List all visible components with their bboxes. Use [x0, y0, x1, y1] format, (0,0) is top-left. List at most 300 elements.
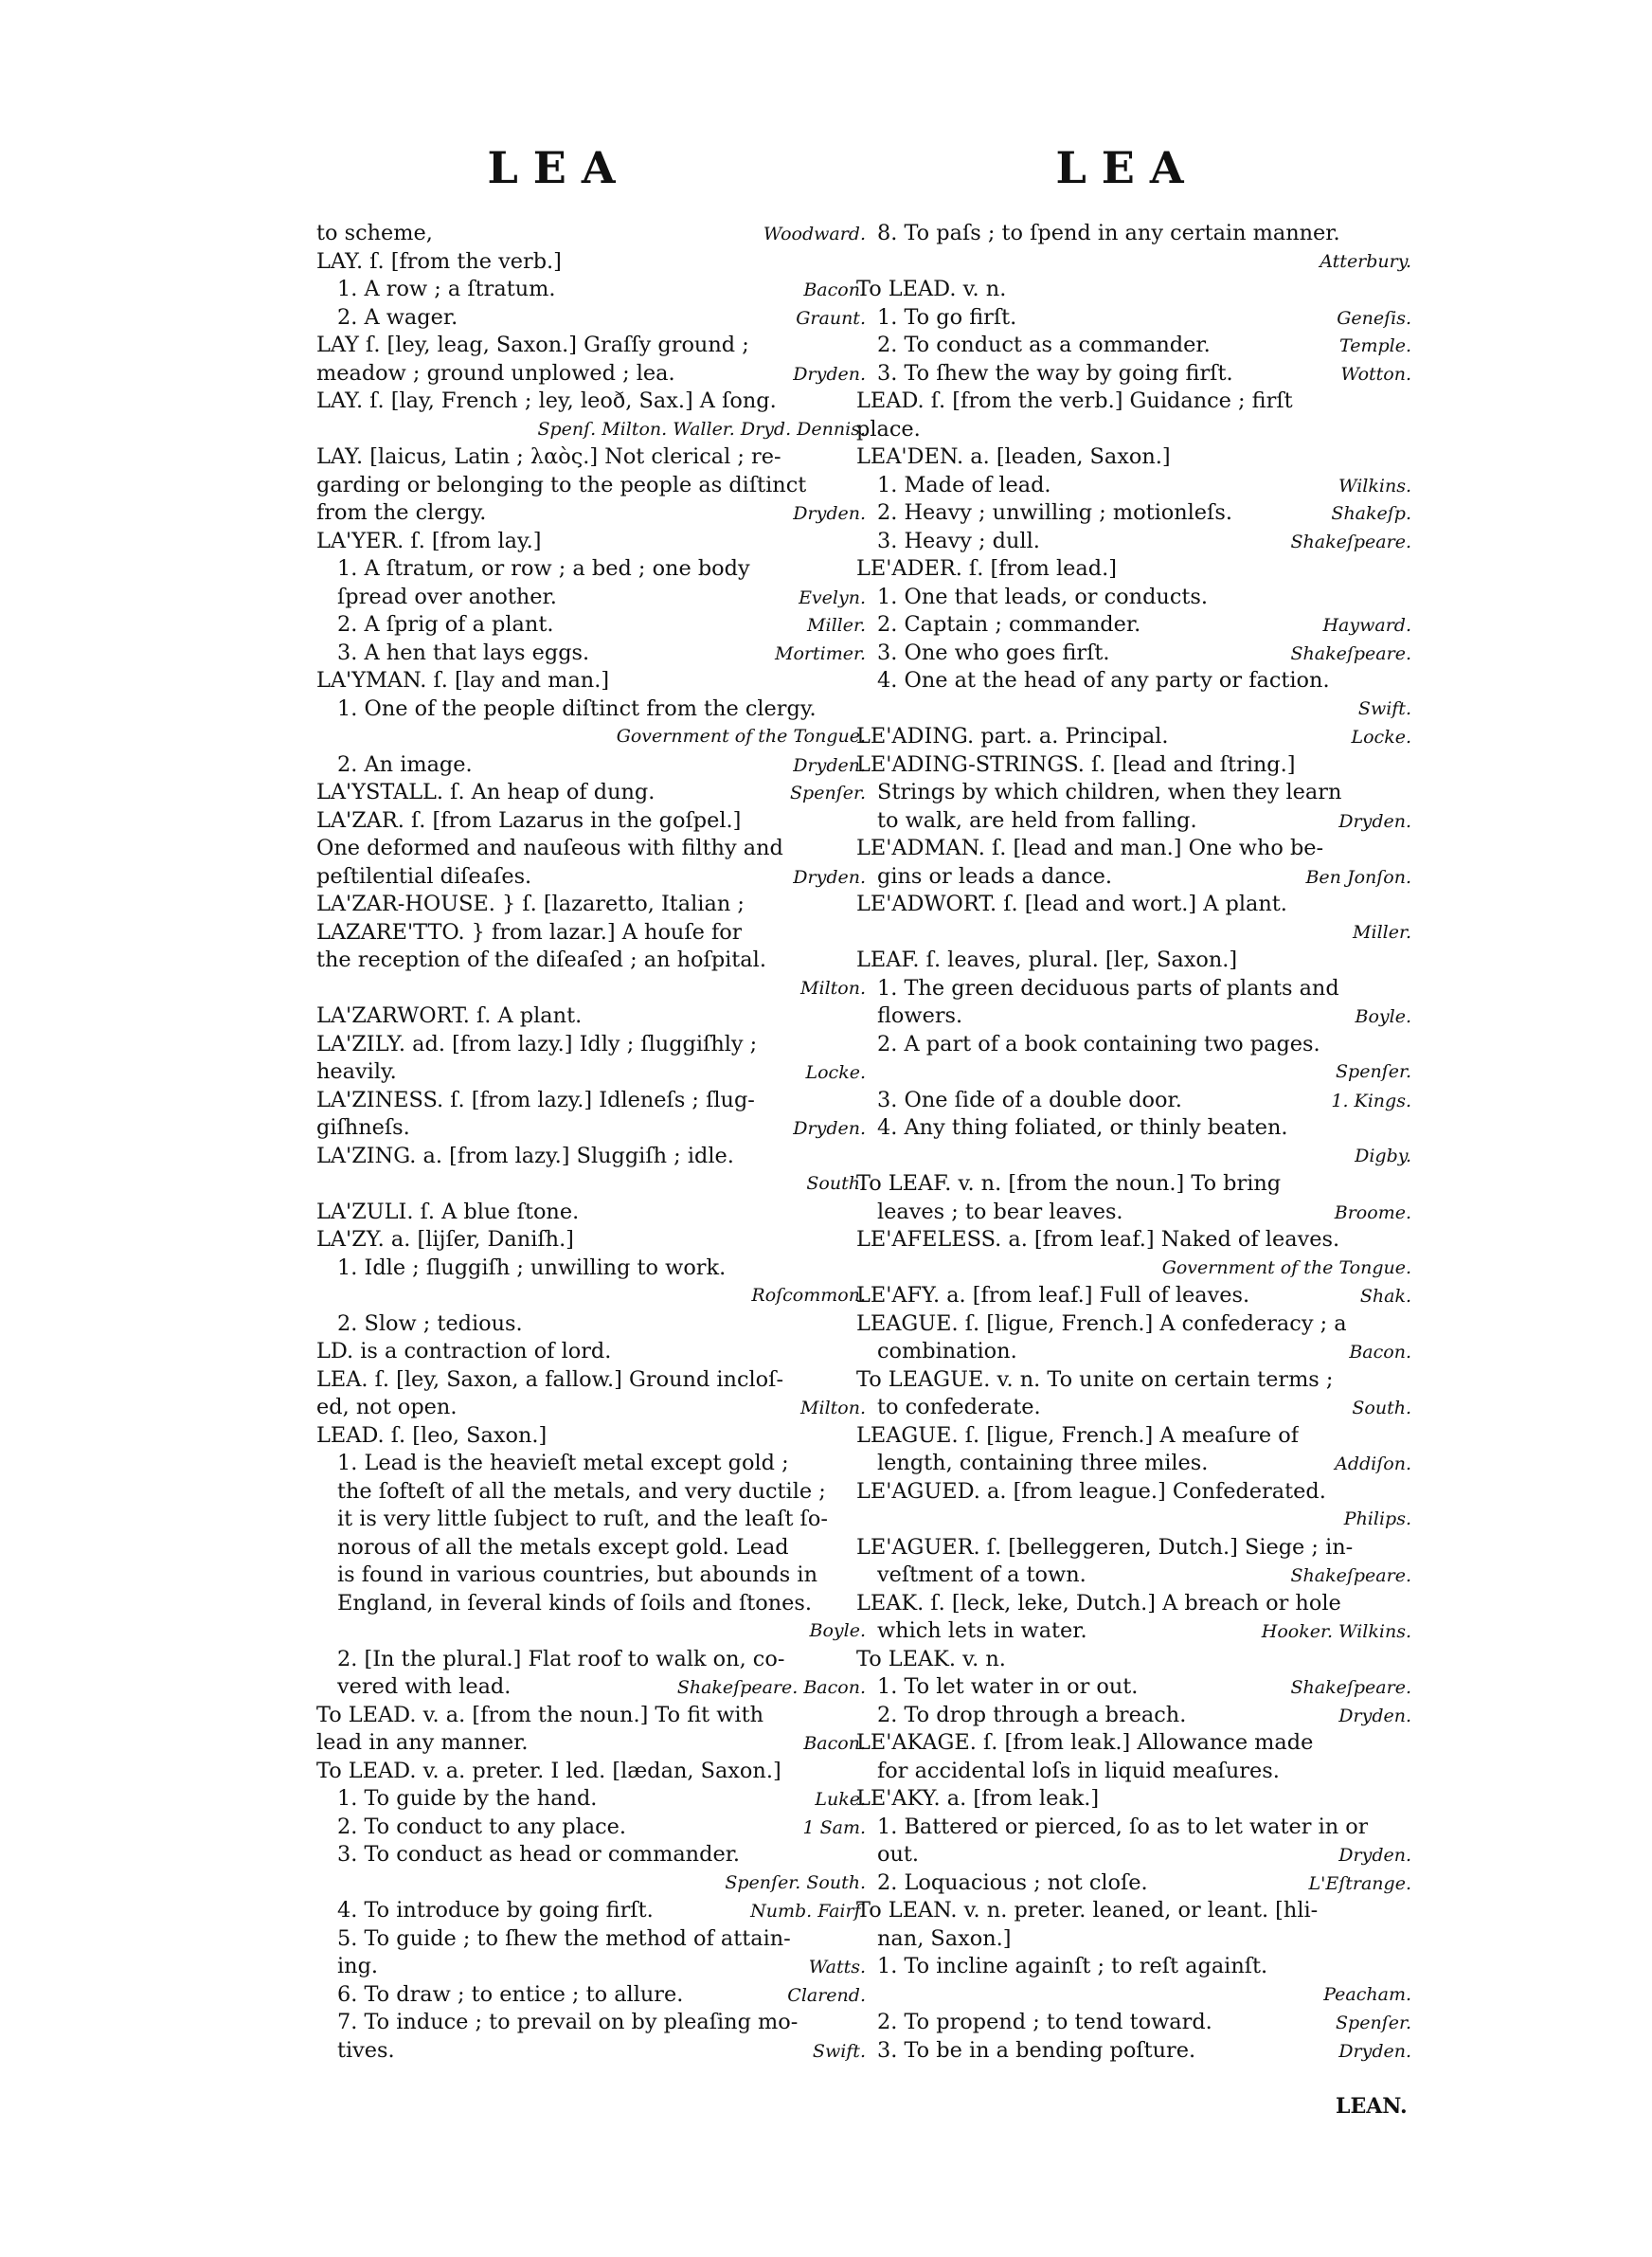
entry-text: LAY. ſ. [from the verb.] — [316, 248, 562, 274]
entry-line — [856, 1729, 1411, 1758]
entry-line — [856, 1758, 1411, 1786]
entry-line — [856, 1366, 1411, 1395]
entry-line — [316, 472, 866, 500]
entry-line — [856, 611, 1411, 640]
entry-line — [316, 1590, 866, 1618]
entry-text: 1. Battered or pierced, ſo as to let water in or — [877, 1814, 1369, 1839]
entry-text: LA'ZAR. ſ. [from Lazarus in the goſpel.] — [316, 807, 742, 833]
authority-citation: Milton. — [800, 1398, 866, 1418]
entry-text: LA'ZY. a. [lijſer, Daniſh.] — [316, 1227, 574, 1252]
entry-line — [316, 1366, 866, 1395]
entry-text: ing. — [337, 1954, 379, 1978]
entry-text: heavily. — [316, 1059, 397, 1084]
entry-line — [856, 1422, 1411, 1451]
entry-text: LD. is a contraction of lord. — [316, 1339, 612, 1363]
entry-line — [316, 1255, 866, 1283]
entry-text: LEAGUE. ſ. [ligue, French.] A confederacy ; a — [856, 1310, 1347, 1336]
entry-text: 2. A wager. — [337, 304, 458, 330]
entry-line — [316, 1114, 866, 1143]
entry-line — [856, 1114, 1411, 1143]
entry-text: 1. Made of lead. — [877, 472, 1051, 497]
entry-text: To LEAF. v. n. [from the noun.] To bring — [856, 1171, 1282, 1196]
authority-citation: Roſcommon. — [751, 1285, 866, 1306]
entry-text: 4. To introduce by going firſt. — [337, 1898, 654, 1923]
entry-line — [316, 1478, 866, 1507]
entry-text: 2. To conduct to any place. — [337, 1814, 627, 1839]
authority-citation: Wilkins. — [1338, 475, 1411, 497]
entry-line — [856, 1058, 1411, 1087]
entry-line — [856, 584, 1411, 612]
authority-citation: Watts. — [808, 1957, 866, 1977]
entry-text: 2. An image. — [337, 751, 473, 777]
entry-line — [856, 807, 1411, 836]
entry-line — [316, 667, 866, 695]
entry-text: to scheme, — [316, 221, 433, 245]
entry-line — [856, 1031, 1411, 1059]
entry-text: 7. To induce ; to prevail on by pleaſing mo- — [337, 2010, 799, 2034]
entry-line — [316, 1394, 866, 1422]
authority-citation: Broome. — [1334, 1201, 1411, 1223]
entry-line — [316, 1897, 866, 1925]
entry-line — [316, 499, 866, 528]
entry-line — [856, 472, 1411, 500]
entry-line — [856, 1590, 1411, 1618]
entry-text: Strings by which children, when they learn — [877, 780, 1342, 804]
authority-citation: Temple. — [1339, 335, 1411, 356]
entry-line — [316, 1758, 866, 1786]
entry-text: LAY. [laicus, Latin ; λαὸς.] Not clerical ; re- — [316, 444, 781, 469]
authority-citation: Numb. Fairf. — [750, 1901, 866, 1922]
entry-line — [316, 2037, 866, 2066]
entry-text: 2. Slow ; tedious. — [337, 1310, 523, 1336]
entry-text: the ſofteſt of all the metals, and very ductile ; — [337, 1478, 826, 1504]
entry-line — [856, 528, 1411, 556]
entry-text: it is very little ſubject to ruſt, and the leaſt ſo- — [337, 1507, 828, 1531]
authority-citation: Shakeſpeare. Bacon. — [676, 1677, 866, 1698]
entry-line — [316, 835, 866, 863]
entry-line — [856, 1534, 1411, 1562]
authority-citation: Dryden. — [1338, 1845, 1411, 1866]
entry-line — [316, 919, 866, 948]
entry-text: peſtilential diſeaſes. — [316, 863, 532, 889]
entry-text: place. — [856, 416, 921, 442]
authority-citation: Woodward. — [763, 224, 866, 244]
authority-citation: Shak. — [1359, 1286, 1411, 1307]
authority-citation: Government of the Tongue. — [1161, 1256, 1411, 1278]
authority-citation: Swift. — [812, 2040, 866, 2062]
entry-text: ed, not open. — [316, 1395, 458, 1419]
entry-text: 4. Any thing foliated, or thinly beaten. — [877, 1115, 1288, 1140]
entry-line — [316, 1338, 866, 1366]
entry-text: length, containing three miles. — [877, 1451, 1209, 1475]
entry-line — [856, 1673, 1411, 1702]
entry-line — [316, 1143, 866, 1171]
entry-text: LA'YSTALL. ſ. An heap of dung. — [316, 780, 655, 804]
authority-citation: Shakeſpeare. — [1290, 1677, 1411, 1698]
entry-line — [856, 304, 1411, 333]
entry-text: LA'YMAN. ſ. [lay and man.] — [316, 668, 610, 693]
entry-text: flowers. — [877, 1003, 963, 1028]
entry-line — [316, 304, 866, 333]
entry-text: To LEAN. v. n. preter. leaned, or leant. [hli- — [856, 1898, 1319, 1923]
entry-line — [856, 2009, 1411, 2037]
entry-text: which lets in water. — [877, 1618, 1087, 1643]
entry-line — [856, 360, 1411, 388]
entry-text: 1. One of the people diſtinct from the clergy. — [337, 695, 817, 721]
entry-line — [856, 1897, 1411, 1925]
entry-line — [316, 611, 866, 640]
entry-text: One deformed and nauſeous with filthy and — [316, 836, 783, 860]
entry-text: LE'AKAGE. ſ. [from leak.] Allowance made — [856, 1730, 1314, 1755]
entry-text: tives. — [337, 2037, 395, 2063]
entry-text: LA'ZINESS. ſ. [from lazy.] Idleneſs ; ſlug- — [316, 1087, 755, 1112]
entry-text: LE'ADMAN. ſ. [lead and man.] One who be- — [856, 836, 1324, 860]
authority-citation: Dryden. — [793, 754, 866, 776]
authority-citation: Government of the Tongue. — [616, 726, 866, 747]
entry-line — [316, 248, 866, 277]
catchword: LEAN. — [1336, 2094, 1408, 2119]
entry-line — [856, 416, 1411, 444]
entry-text: LA'ZULI. ſ. A blue ſtone. — [316, 1199, 580, 1224]
entry-line — [316, 1170, 866, 1199]
entry-text: nan, Saxon.] — [877, 1925, 1012, 1951]
entry-text: LEAK. ſ. [leck, leke, Dutch.] A breach or hole — [856, 1590, 1341, 1616]
entry-text: 3. One who goes firſt. — [877, 640, 1110, 665]
entry-text: 1. The green deciduous parts of plants and — [877, 975, 1339, 1001]
entry-line — [856, 220, 1411, 248]
entry-line — [856, 835, 1411, 863]
authority-citation: Spenſer. — [790, 783, 866, 803]
entry-line — [316, 1310, 866, 1339]
entry-text: lead in any manner. — [316, 1730, 529, 1755]
entry-line — [316, 1785, 866, 1814]
entry-text: To LEAK. v. n. — [856, 1646, 1006, 1671]
entry-line — [856, 1255, 1411, 1283]
entry-line — [316, 1562, 866, 1590]
entry-line — [856, 1199, 1411, 1227]
entry-line — [856, 779, 1411, 807]
entry-line — [316, 1841, 866, 1869]
entry-text: combination. — [877, 1339, 1017, 1363]
authority-citation: Milton. — [800, 977, 866, 999]
authority-citation: Dryden. — [1338, 2040, 1411, 2062]
entry-text: LE'ADING. part. a. Principal. — [856, 724, 1169, 749]
entry-line — [316, 528, 866, 556]
entry-text: giſhneſs. — [316, 1115, 410, 1140]
entry-line — [856, 1478, 1411, 1507]
entry-text: 1. To incline againſt ; to reſt againſt. — [877, 1954, 1268, 1978]
entry-line — [316, 1199, 866, 1227]
entry-text: 1. A row ; a ſtratum. — [337, 277, 556, 301]
entry-line — [856, 1981, 1411, 2010]
authority-citation: Bacon. — [803, 280, 866, 300]
entry-line — [856, 1170, 1411, 1199]
entry-text: LE'ADING-STRINGS. ſ. [lead and ſtring.] — [856, 751, 1296, 777]
entry-text: leaves ; to bear leaves. — [877, 1199, 1123, 1224]
authority-citation: Dryden. — [1338, 1705, 1411, 1726]
authority-citation: Locke. — [805, 1062, 866, 1083]
entry-text: 3. To be in a bending poſture. — [877, 2037, 1196, 2063]
entry-text: 2. To propend ; to tend toward. — [877, 2010, 1212, 2034]
entry-line — [316, 1814, 866, 1842]
entry-line — [316, 584, 866, 612]
entry-line — [856, 667, 1411, 695]
entry-line — [856, 863, 1411, 892]
left-column — [316, 220, 866, 2115]
entry-text: 6. To draw ; to entice ; to allure. — [337, 1981, 684, 2007]
entry-line — [856, 332, 1411, 360]
entry-line — [316, 360, 866, 388]
entry-line — [316, 779, 866, 807]
authority-citation: South. — [1352, 1398, 1411, 1418]
authority-citation: Digby. — [1355, 1145, 1411, 1166]
entry-text: to confederate. — [877, 1395, 1041, 1419]
authority-citation: South. — [806, 1173, 866, 1194]
entry-text: 3. To ſhew the way by going firſt. — [877, 360, 1233, 386]
entry-line — [316, 1087, 866, 1115]
entry-text: LEA'DEN. a. [leaden, Saxon.] — [856, 444, 1171, 469]
entry-line — [856, 1143, 1411, 1171]
entry-text: vered with lead. — [337, 1674, 512, 1699]
authority-citation: Bacon. — [1349, 1342, 1411, 1363]
entry-line — [316, 891, 866, 919]
entry-line — [316, 1226, 866, 1255]
entry-text: LE'ADWORT. ſ. [lead and wort.] A plant. — [856, 892, 1287, 916]
entry-line — [316, 1002, 866, 1031]
entry-text: 4. One at the head of any party or faction. — [877, 668, 1330, 693]
authority-citation: Boyle. — [1355, 1006, 1411, 1027]
running-head-right: LEA — [1055, 142, 1199, 193]
authority-citation: Luke. — [815, 1789, 866, 1810]
entry-line — [856, 443, 1411, 472]
entry-text: 2. A ſprig of a plant. — [337, 612, 554, 637]
authority-citation: Hooker. Wilkins. — [1261, 1621, 1411, 1642]
entry-text: LAY. ſ. [lay, French ; ley, leoð, Sax.] A ſong. — [316, 388, 777, 413]
entry-line — [316, 975, 866, 1003]
entry-text: 2. Captain ; commander. — [877, 612, 1141, 637]
entry-line — [856, 1226, 1411, 1255]
entry-text: To LEAGUE. v. n. To unite on certain terms ; — [856, 1366, 1334, 1392]
entry-text: LAZARE'TTO. } from lazar.] A houſe for — [316, 919, 743, 945]
entry-line — [856, 1562, 1411, 1590]
entry-text: 3. A hen that lays eggs. — [337, 640, 590, 665]
entry-line — [856, 1617, 1411, 1646]
entry-text: 1. Idle ; ſluggiſh ; unwilling to work. — [337, 1255, 727, 1280]
entry-text: LE'AGUER. ſ. [belleggeren, Dutch.] Siege ; in- — [856, 1534, 1354, 1560]
entry-text: To LEAD. v. n. — [856, 277, 1007, 301]
authority-citation: Dryden. — [793, 1118, 866, 1139]
entry-line — [316, 1673, 866, 1702]
entry-line — [856, 1814, 1411, 1842]
entry-line — [316, 416, 866, 444]
right-column — [856, 220, 1411, 2115]
entry-line — [856, 1002, 1411, 1031]
entry-line — [316, 2009, 866, 2037]
entry-line — [316, 1617, 866, 1646]
entry-text: LE'AFELESS. a. [from leaf.] Naked of leaves. — [856, 1227, 1340, 1252]
authority-citation: Dryden. — [793, 866, 866, 888]
entry-text: LA'YER. ſ. [from lay.] — [316, 528, 542, 553]
authority-citation: Mortimer. — [775, 642, 866, 664]
entry-line — [316, 1953, 866, 1981]
authority-citation: 1 Sam. — [802, 1816, 866, 1838]
entry-line — [316, 807, 866, 836]
entry-text: 1. To guide by the hand. — [337, 1786, 598, 1811]
entry-text: is found in various countries, but abounds in — [337, 1562, 817, 1587]
authority-citation: Dryden. — [793, 503, 866, 524]
authority-citation: 1. Kings. — [1331, 1090, 1411, 1111]
entry-text: 1. A ſtratum, or row ; a bed ; one body — [337, 556, 750, 581]
entry-line — [856, 1338, 1411, 1366]
entry-text: 8. To paſs ; to ſpend in any certain manner. — [877, 221, 1340, 245]
entry-line — [856, 975, 1411, 1003]
entry-line — [856, 1282, 1411, 1310]
entry-line — [316, 723, 866, 751]
entry-text: To LEAD. v. a. preter. I led. [lædan, Saxon.] — [316, 1758, 781, 1783]
authority-citation: Hayward. — [1322, 615, 1411, 636]
entry-text: for accidental loſs in liquid meaſures. — [877, 1758, 1280, 1783]
entry-text: 2. Loquacious ; not cloſe. — [877, 1869, 1148, 1895]
authority-citation: Geneſis. — [1337, 307, 1411, 329]
entry-text: norous of all the metals except gold. Lead — [337, 1534, 789, 1560]
authority-citation: Spenſ. Milton. Waller. Dryd. Dennis. — [537, 418, 866, 440]
entry-line — [316, 640, 866, 668]
entry-text: 2. Heavy ; unwilling ; motionleſs. — [877, 500, 1232, 525]
authority-citation: Miller. — [1353, 921, 1411, 943]
authority-citation: Shakeſpeare. — [1290, 531, 1411, 552]
entry-line — [316, 1534, 866, 1562]
entry-text: 1. To let water in or out. — [877, 1674, 1139, 1699]
entry-text: LE'AFY. a. [from leaf.] Full of leaves. — [856, 1283, 1250, 1308]
entry-line — [856, 1841, 1411, 1869]
authority-citation: Miller. — [807, 615, 866, 636]
entry-line — [856, 1310, 1411, 1339]
entry-text: LE'AGUED. a. [from league.] Confederated. — [856, 1478, 1326, 1504]
authority-citation: Locke. — [1351, 727, 1411, 748]
entry-line — [856, 640, 1411, 668]
entry-text: 3. To conduct as head or commander. — [337, 1842, 741, 1867]
entry-line — [316, 332, 866, 360]
entry-line — [316, 1282, 866, 1310]
entry-line — [316, 947, 866, 975]
authority-citation: L'Eſtrange. — [1308, 1872, 1411, 1894]
entry-text: LEAD. ſ. [from the verb.] Guidance ; firſt — [856, 388, 1293, 413]
entry-line — [856, 2037, 1411, 2066]
authority-citation: Peacham. — [1323, 1983, 1411, 2005]
entry-text: LA'ZILY. ad. [from lazy.] Idly ; ſluggiſhly ; — [316, 1031, 758, 1056]
entry-line — [316, 1422, 866, 1451]
entry-text: 1. One that leads, or conducts. — [877, 584, 1208, 609]
entry-text: 2. A part of a book containing two pages. — [877, 1031, 1320, 1056]
entry-text: veſtment of a town. — [877, 1562, 1086, 1587]
entry-line — [316, 1702, 866, 1730]
entry-text: 1. Lead is the heavieſt metal except gold ; — [337, 1451, 789, 1475]
authority-citation: Evelyn. — [799, 587, 866, 608]
entry-line — [316, 220, 866, 248]
entry-text: meadow ; ground unplowed ; lea. — [316, 360, 675, 386]
entry-line — [856, 751, 1411, 780]
entry-text: LEA. ſ. [ley, Saxon, a fallow.] Ground incloſ- — [316, 1366, 784, 1392]
authority-citation: Atterbury. — [1320, 250, 1411, 272]
authority-citation: Clarend. — [787, 1984, 866, 2006]
entry-line — [316, 555, 866, 584]
entry-line — [316, 1869, 866, 1898]
entry-line — [856, 1450, 1411, 1478]
entry-text: LEAD. ſ. [leo, Saxon.] — [316, 1422, 548, 1448]
entry-line — [856, 1506, 1411, 1534]
entry-text: 1. To go firſt. — [877, 304, 1017, 330]
entry-line — [316, 1646, 866, 1674]
entry-text: 2. To drop through a breach. — [877, 1702, 1187, 1727]
entry-line — [316, 1925, 866, 1954]
entry-line — [856, 919, 1411, 948]
entry-text: 3. Heavy ; dull. — [877, 528, 1040, 553]
entry-text: out. — [877, 1842, 920, 1867]
entry-line — [316, 1058, 866, 1087]
entry-text: LA'ZARWORT. ſ. A plant. — [316, 1003, 583, 1028]
entry-line — [316, 695, 866, 724]
entry-line — [316, 863, 866, 892]
authority-citation: Ben Jonſon. — [1305, 866, 1411, 888]
entry-line — [856, 695, 1411, 724]
entry-line — [316, 1729, 866, 1758]
authority-citation: Shakeſp. — [1331, 503, 1411, 524]
entry-line — [856, 555, 1411, 584]
entry-line — [856, 1953, 1411, 1981]
entry-line — [316, 1450, 866, 1478]
entry-line — [856, 1394, 1411, 1422]
entry-text: LA'ZAR-HOUSE. } ſ. [lazaretto, Italian ; — [316, 892, 745, 916]
entry-line — [856, 1087, 1411, 1115]
entry-text: to walk, are held from falling. — [877, 807, 1197, 833]
entry-line — [316, 751, 866, 780]
entry-line — [856, 1702, 1411, 1730]
entry-line — [856, 499, 1411, 528]
authority-citation: Shakeſpeare. — [1290, 642, 1411, 664]
authority-citation: Wotton. — [1340, 363, 1411, 385]
authority-citation: Addiſon. — [1335, 1454, 1411, 1474]
entry-text: 2. To conduct as a commander. — [877, 333, 1211, 357]
authority-citation: Graunt. — [796, 307, 866, 329]
authority-citation: Boyle. — [809, 1620, 866, 1641]
entry-text: LEAF. ſ. leaves, plural. [leꝼ, Saxon.] — [856, 948, 1238, 972]
entry-line — [316, 1031, 866, 1059]
entry-line — [856, 723, 1411, 751]
authority-citation: Dryden. — [793, 363, 866, 385]
entry-line — [856, 276, 1411, 304]
authority-citation: Philips. — [1343, 1508, 1411, 1529]
entry-line — [856, 1785, 1411, 1814]
authority-citation: Shakeſpeare. — [1290, 1565, 1411, 1586]
entry-line — [316, 443, 866, 472]
entry-text: LA'ZING. a. [from lazy.] Sluggiſh ; idle. — [316, 1143, 734, 1168]
entry-text: 3. One ſide of a double door. — [877, 1087, 1182, 1112]
authority-citation: Bacon. — [803, 1733, 866, 1754]
entry-text: garding or belonging to the people as diſtinct — [316, 472, 807, 497]
entry-text: LE'ADER. ſ. [from lead.] — [856, 556, 1117, 581]
running-head-left: LEA — [487, 142, 631, 193]
entry-line — [856, 891, 1411, 919]
authority-citation: Spenſer. — [1336, 1061, 1411, 1082]
entry-text: the reception of the diſeaſed ; an hoſpital. — [316, 948, 766, 972]
entry-text: 2. [In the plural.] Flat roof to walk on, co- — [337, 1646, 785, 1671]
entry-text: LAY ſ. [ley, leag, Saxon.] Graſſy ground ; — [316, 333, 749, 357]
authority-citation: Spenſer. — [1336, 2013, 1411, 2033]
entry-line — [856, 1925, 1411, 1954]
entry-line — [316, 1981, 866, 2010]
entry-line — [856, 947, 1411, 975]
entry-line — [316, 276, 866, 304]
